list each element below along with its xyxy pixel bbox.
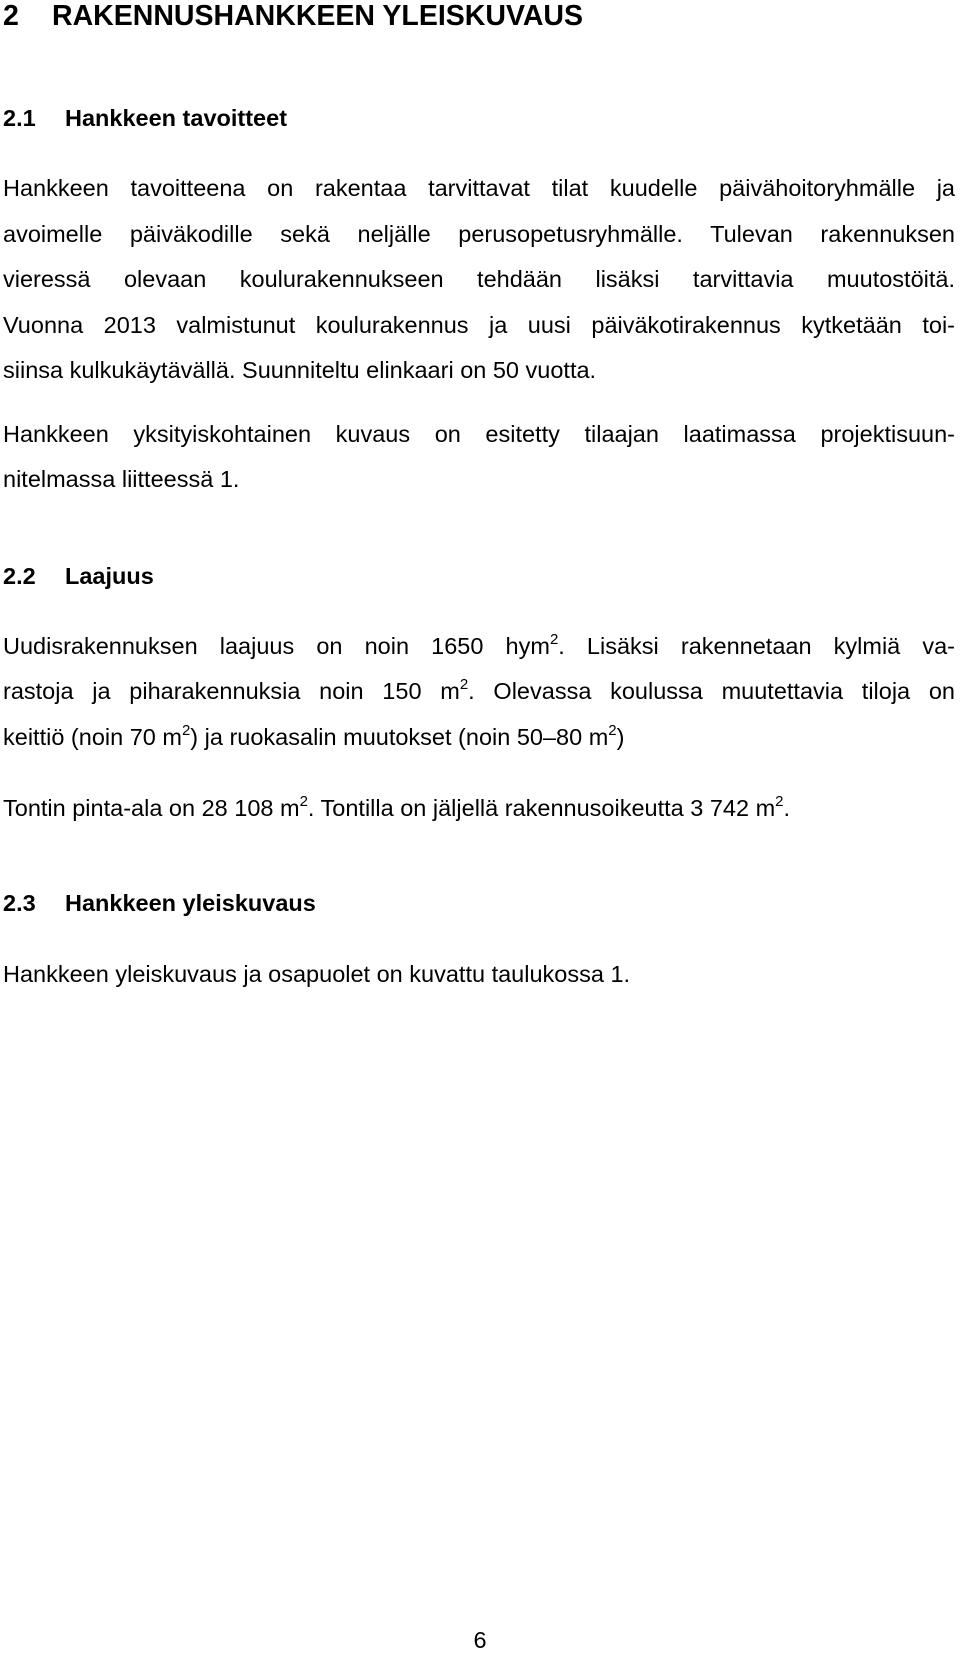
paragraph-objectives: [3, 174, 955, 384]
section-heading-2-1: [3, 104, 955, 132]
text-line: Hankkeen tavoitteena on rakentaa tarvittavat tilat kuudelle päivähoitoryhmälle ja: [3, 175, 955, 201]
text-line: Uudisrakennuksen laajuus on noin 1650 hym$^2$. Lisäksi rakennetaan kylmiä va-: [3, 631, 955, 659]
chapter-heading: [3, 0, 955, 32]
text-line: vieressä olevaan koulurakennukseen tehdään lisäksi tarvittavia muutostöitä.: [3, 266, 955, 292]
section-heading-2-2: [3, 562, 955, 590]
section-number: 2.3: [3, 890, 36, 916]
text-line: Hankkeen yksityiskohtainen kuvaus on esitetty tilaajan laatimassa projektisuun-: [3, 421, 955, 447]
text-line: Vuonna 2013 valmistunut koulurakennus ja uusi päiväkotirakennus kytketään toi-: [3, 312, 955, 338]
paragraph-project-description: [3, 420, 955, 493]
section-heading-2-3: [3, 889, 955, 917]
text-line: siinsa kulkukäytävällä. Suunniteltu elinkaari on 50 vuotta.: [3, 357, 597, 383]
text-line: rastoja ja piharakennuksia noin 150 $m^2$. Olevassa koulussa muutettavia tiloja on: [3, 676, 955, 704]
chapter-number: 2: [3, 0, 19, 32]
paragraph-plot-area: [3, 794, 955, 822]
page-number: 6: [473, 1627, 487, 1653]
text-line: avoimelle päiväkodille sekä neljälle perusopetusryhmälle. Tulevan rakennuksen: [3, 221, 955, 247]
section-number: 2.2: [3, 563, 36, 589]
text-line: Hankkeen yleiskuvaus ja osapuolet on kuvattu taulukossa 1.: [3, 961, 631, 987]
section-title: Hankkeen yleiskuvaus: [65, 890, 316, 916]
text-line: nitelmassa liitteessä 1.: [3, 466, 240, 492]
paragraph-scope: [3, 632, 955, 751]
section-title: Laajuus: [65, 563, 154, 589]
section-title: Hankkeen tavoitteet: [65, 105, 288, 131]
text-line: keittiö (noin 70 $m^2$) ja ruokasalin muutokset (noin 50–80 $m^2$): [3, 722, 625, 750]
text-line: Tontin pinta-ala on 28 108 $m^2$. Tontilla on jäljellä rakennusoikeutta 3 742 $m^2$.: [3, 793, 791, 821]
chapter-title: RAKENNUSHANKKEEN YLEISKUVAUS: [52, 0, 584, 32]
section-number: 2.1: [3, 105, 36, 131]
paragraph-overview: [3, 960, 955, 988]
